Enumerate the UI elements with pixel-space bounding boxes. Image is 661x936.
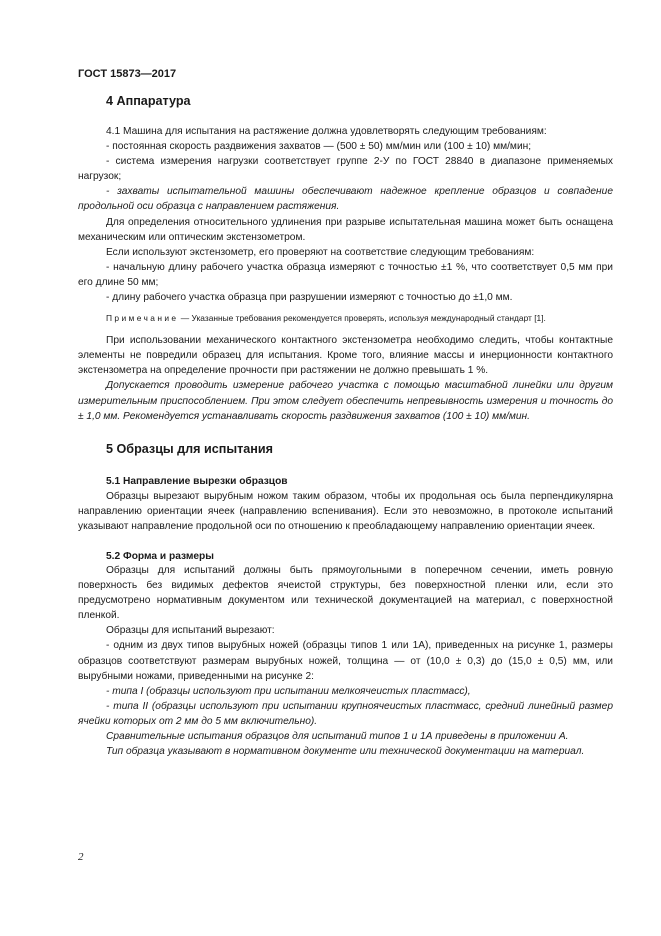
paragraph-extensometer: Если используют экстензометр, его проверяют на соответствие следующим требованиям: bbox=[106, 246, 535, 258]
paragraph-specimen-type: Тип образца указывают в нормативном документе или технической документации на материал. bbox=[106, 746, 585, 758]
list-item-type-ii: - типа II (образцы используют при испытании крупноячеистых пластмасс, средний линейный размер ячейки которых от 2 мм до 5 мм включительно). bbox=[78, 700, 613, 727]
paragraph-mechanical-extensometer: При использовании механического контактного экстензометра необходимо следить, чтобы контактные элементы не повредили образец для испытания. Кроме того, влияние массы и инерционности контактного экстензометра на определение прочности при растяжении не должно превышать 1 %. bbox=[78, 335, 613, 377]
paragraph-cut-out: Образцы для испытаний вырезают: bbox=[106, 625, 275, 637]
paragraph-shape: Образцы для испытаний должны быть прямоугольными в поперечном сечении, иметь ровную поверхность без видимых дефектов ячеистой структуры, без поверхностной пленки или, если это предусмотрено нормативным документом или технической документацией на материал, с поверхностной пленкой. bbox=[78, 565, 613, 622]
clause-4-1: 4.1 Машина для испытания на растяжение должна удовлетворять следующим требованиям: bbox=[106, 126, 547, 137]
list-item-initial-length: - начальную длину рабочего участка образца измеряют с точностью ±1 %, что соответствует 0,5 мм при его длине 50 мм; bbox=[78, 261, 613, 288]
paragraph-comparative-tests: Сравнительные испытания образцов для испытаний типов 1 и 1А приведены в приложении А. bbox=[106, 731, 569, 743]
page-number: 2 bbox=[78, 851, 84, 863]
list-item-load-system: - система измерения нагрузки соответствует группе 2-У по ГОСТ 28840 в диапазоне применяемых нагрузок; bbox=[78, 156, 613, 183]
paragraph-cut-direction: Образцы вырезают вырубным ножом таким образом, чтобы их продольная ось была перпендикулярна направлению ориентации ячеек (направлению вспенивания). Если это невозможно, в протоколе испытаний указывают направление продольной оси по отношению к преобладающему направлению ориентации ячеек. bbox=[78, 491, 613, 533]
list-item-speed: - постоянная скорость раздвижения захватов — (500 ± 50) мм/мин или (100 ± 10) мм/мин; bbox=[106, 141, 532, 153]
note bbox=[78, 311, 613, 325]
subsection-5-1-body bbox=[78, 489, 613, 534]
list-item-type-i: - типа I (образцы используют при испытании мелкоячеистых пластмасс), bbox=[106, 685, 471, 697]
paragraph-ruler-measurement: Допускается проводить измерение рабочего участка с помощью масштабной линейки или другим измерительным приспособлением. При этом следует обеспечить непревывность измерения и точность до ± 1,0 мм. Рекомендуется устанавливать скорость раздвижения захватов (100 ± 10) мм/мин. bbox=[78, 380, 613, 422]
section-4-body bbox=[78, 124, 613, 424]
note-label: Примечание bbox=[106, 313, 179, 324]
note-text: — Указанные требования рекомендуется проверять, используя международный стандарт [1]. bbox=[178, 313, 546, 324]
section-5-title: 5 Образцы для испытания bbox=[106, 442, 274, 456]
section-4-title: 4 Аппаратура bbox=[106, 94, 191, 108]
list-item-die-types: - одним из двух типов вырубных ножей (образцы типов 1 или 1А), приведенных на рисунке 1, размеры образцов соответствуют размерам вырубных ножей, толщина — от (10,0 ± 0,3) до (15,0 ± 0,5) мм, или вырубными ножами, приведенными на рисунке 2: bbox=[78, 640, 613, 682]
subsection-5-2-title: 5.2 Форма и размеры bbox=[106, 551, 214, 562]
subsection-5-1-title: 5.1 Направление вырезки образцов bbox=[106, 476, 288, 487]
list-item-break-length: - длину рабочего участка образца при разрушении измеряют с точностью до ±1,0 мм. bbox=[106, 292, 513, 304]
paragraph-elongation: Для определения относительного удлинения при разрыве испытательная машина может быть оснащена механическим или оптическим экстензометром. bbox=[78, 216, 613, 243]
list-item-grips: - захваты испытательной машины обеспечивают надежное крепление образцов и совпадение продольной оси образца с направлением растяжения. bbox=[78, 186, 613, 213]
subsection-5-2-body bbox=[78, 563, 613, 759]
standard-header: ГОСТ 15873—2017 bbox=[78, 68, 177, 80]
